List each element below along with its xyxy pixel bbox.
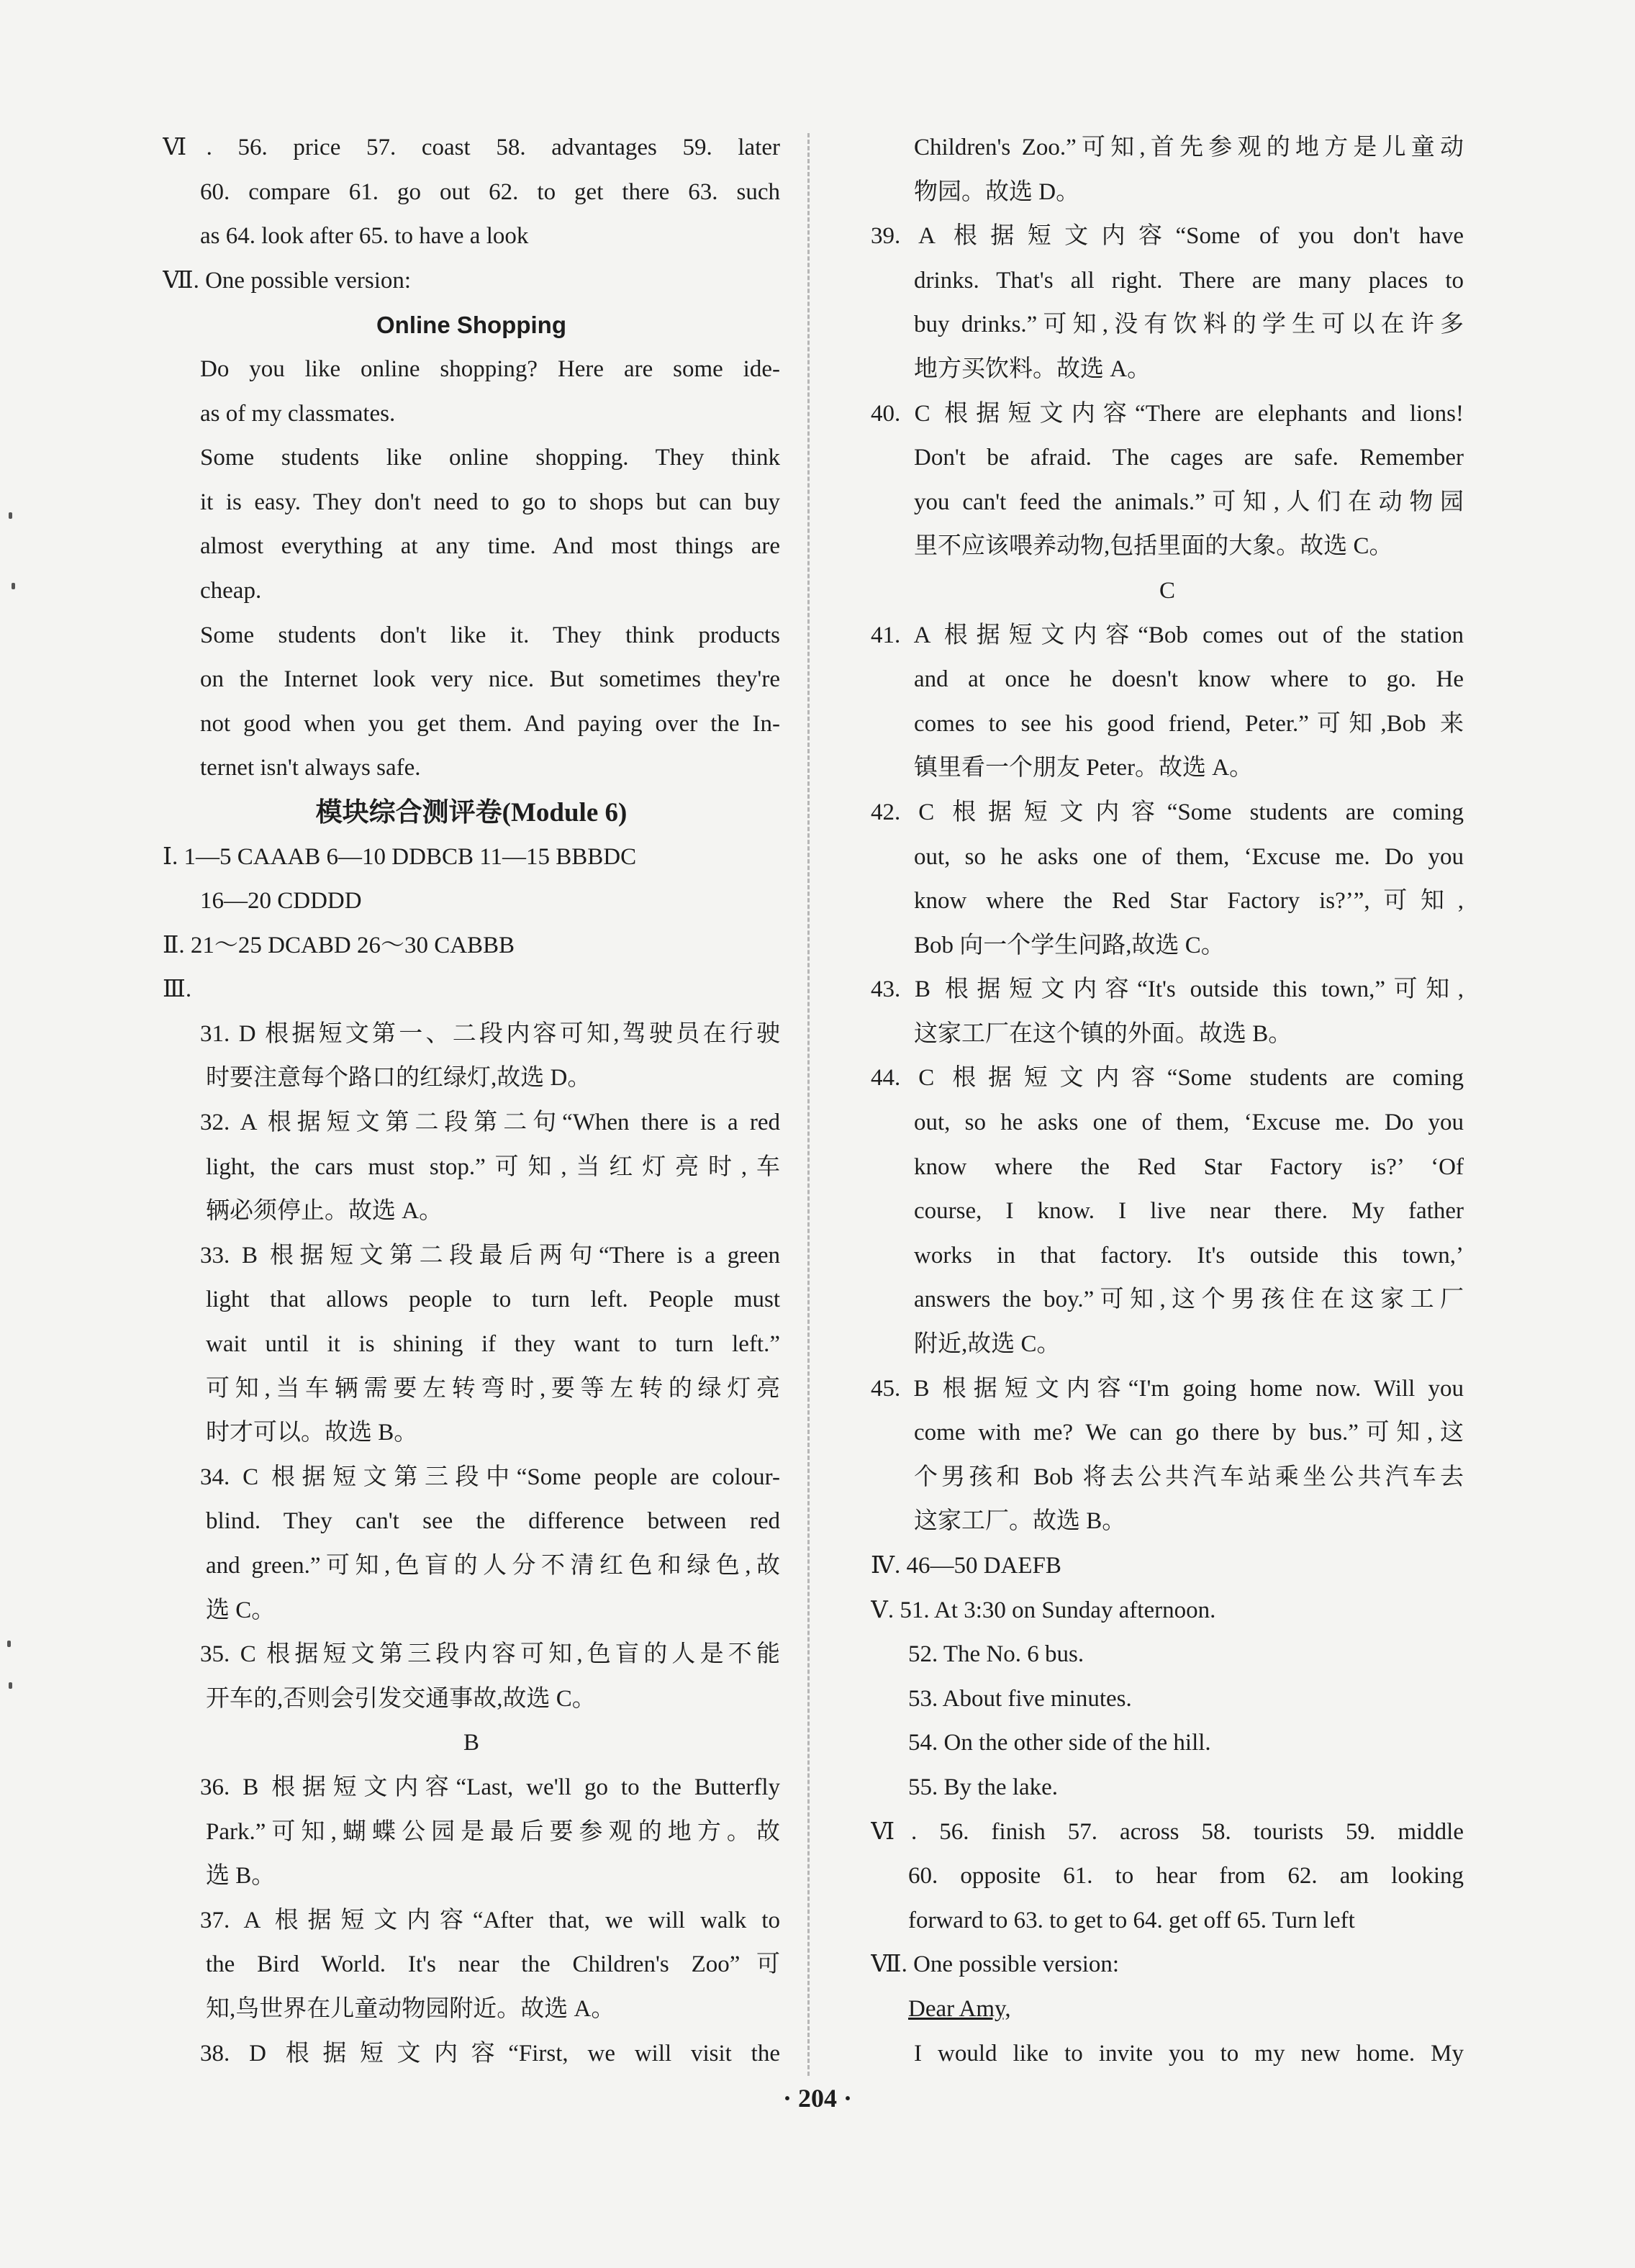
left-line: 可知,当车辆需要左转弯时,要等左转的绿灯亮 xyxy=(206,1375,780,1402)
right-line: 55. By the lake. xyxy=(908,1774,1059,1800)
left-line: B xyxy=(463,1730,479,1756)
left-line: light that allows people to turn left. People must xyxy=(206,1287,780,1313)
scan-speck xyxy=(9,1682,12,1689)
left-column xyxy=(163,126,780,2076)
right-line: 这家工厂在这个镇的外面。故选 B。 xyxy=(914,1020,1292,1047)
right-column xyxy=(871,126,1464,2076)
left-line: 37. A 根据短文内容“After that, we will walk to xyxy=(200,1907,780,1933)
left-line: Ⅰ. 1—5 CAAAB 6—10 DDBCB 11—15 BBBDC xyxy=(163,843,637,870)
right-line: 52. The No. 6 bus. xyxy=(908,1641,1084,1668)
left-line: Some students don't like it. They think products xyxy=(200,622,780,648)
left-line: Some students like online shopping. They think xyxy=(200,445,780,471)
right-line: C xyxy=(1159,577,1175,604)
left-line: 31. D 根据短文第一、二段内容可知,驾驶员在行驶 xyxy=(200,1020,780,1047)
left-line: it is easy. They don't need to go to shops but can buy xyxy=(200,489,780,515)
scan-speck xyxy=(9,512,12,519)
right-line: out, so he asks one of them, ‘Excuse me. Do you xyxy=(914,1110,1464,1136)
left-line: 时要注意每个路口的红绿灯,故选 D。 xyxy=(206,1065,592,1092)
right-line: 40. C 根据短文内容“There are elephants and lions! xyxy=(871,400,1464,427)
left-line: 选 C。 xyxy=(206,1597,276,1623)
right-line: 39. A 根据短文内容“Some of you don't have xyxy=(871,223,1464,250)
page-number: · 204 · xyxy=(782,2084,852,2113)
right-line: 45. B 根据短文内容“I'm going home now. Will you xyxy=(871,1375,1464,1402)
right-line: 54. On the other side of the hill. xyxy=(908,1730,1211,1756)
right-line: 60. opposite 61. to hear from 62. am looking xyxy=(908,1863,1464,1890)
right-line: 这家工厂。故选 B。 xyxy=(914,1508,1126,1535)
left-line: on the Internet look very nice. But sometimes they're xyxy=(200,666,780,693)
right-line: comes to see his good friend, Peter.”可知,Bob 来 xyxy=(914,710,1464,737)
right-line: come with me? We can go there by bus.”可知,这 xyxy=(914,1420,1464,1446)
right-line: 个男孩和 Bob 将去公共汽车站乘坐公共汽车去 xyxy=(914,1464,1464,1490)
right-line: Children's Zoo.”可知,首先参观的地方是儿童动 xyxy=(914,135,1464,160)
right-line: Ⅶ. One possible version: xyxy=(871,1951,1120,1978)
right-line: buy drinks.”可知,没有饮料的学生可以在许多 xyxy=(914,312,1464,338)
right-line: know where the Red Star Factory is?’”,可知, xyxy=(914,888,1464,915)
right-line: out, so he asks one of them, ‘Excuse me. Do you xyxy=(914,843,1464,870)
right-line: answers the boy.”可知,这个男孩住在这家工厂 xyxy=(914,1287,1464,1313)
left-line: almost everything at any time. And most things are xyxy=(200,533,780,560)
right-line: Bob 向一个学生问路,故选 C。 xyxy=(914,932,1225,958)
left-line: Park.”可知,蝴蝶公园是最后要参观的地方。故 xyxy=(206,1818,780,1845)
left-line: light, the cars must stop.”可知,当红灯亮时,车 xyxy=(206,1153,780,1180)
right-line: Dear Amy, xyxy=(908,1995,1011,2022)
left-line: the Bird World. It's near the Children's Zoo”可 xyxy=(206,1951,780,1978)
left-line: and green.”可知,色盲的人分不清红色和绿色,故 xyxy=(206,1553,780,1579)
right-line: 里不应该喂养动物,包括里面的大象。故选 C。 xyxy=(914,533,1393,560)
left-line: ternet isn't always safe. xyxy=(200,755,421,781)
left-line: 选 B。 xyxy=(206,1863,276,1890)
right-line: Don't be afraid. The cages are safe. Remember xyxy=(914,445,1464,471)
left-line: Ⅶ. One possible version: xyxy=(163,267,412,294)
left-line: Do you like online shopping? Here are some ide- xyxy=(200,355,780,382)
left-line: Online Shopping xyxy=(376,312,566,339)
right-line: works in that factory. It's outside this town,’ xyxy=(914,1242,1464,1269)
left-line: 32. A 根据短文第二段第二句“When there is a red xyxy=(200,1110,780,1136)
right-line: 地方买饮料。故选 A。 xyxy=(914,355,1151,382)
left-line: 开车的,否则会引发交通事故,故选 C。 xyxy=(206,1685,596,1712)
left-line: 60. compare 61. go out 62. to get there 63. such xyxy=(200,178,780,205)
right-line: 44. C 根据短文内容“Some students are coming xyxy=(871,1065,1464,1092)
right-line: Ⅴ. 51. At 3:30 on Sunday afternoon. xyxy=(871,1597,1216,1623)
right-line: 附近,故选 C。 xyxy=(914,1331,1061,1358)
left-line: 知,鸟世界在儿童动物园附近。故选 A。 xyxy=(206,1995,615,2022)
left-line: blind. They can't see the difference between red xyxy=(206,1508,780,1535)
left-line: not good when you get them. And paying over the In- xyxy=(200,710,780,737)
left-line: 38. D 根据短文内容“First, we will visit the xyxy=(200,2040,780,2067)
right-line: course, I know. I live near there. My father xyxy=(914,1198,1464,1225)
right-line: 43. B 根据短文内容“It's outside this town,”可知, xyxy=(871,976,1464,1003)
left-line: 16—20 CDDDD xyxy=(200,888,362,915)
left-line: 35. C 根据短文第三段内容可知,色盲的人是不能 xyxy=(200,1641,780,1668)
left-line: 时才可以。故选 B。 xyxy=(206,1420,418,1446)
right-line: Ⅳ. 46—50 DAEFB xyxy=(871,1553,1061,1579)
right-line: and at once he doesn't know where to go. He xyxy=(914,666,1464,693)
right-line: 镇里看一个朋友 Peter。故选 A。 xyxy=(914,755,1254,781)
column-divider xyxy=(807,133,810,2076)
left-line: 34. C 根据短文第三段中“Some people are colour- xyxy=(200,1464,780,1490)
right-line: 41. A 根据短文内容“Bob comes out of the station xyxy=(871,622,1464,648)
left-line: 模块综合测评卷(Module 6) xyxy=(315,797,628,827)
left-line: Ⅵ. 56. price 57. coast 58. advantages 59. later xyxy=(163,135,780,160)
right-line: Ⅵ. 56. finish 57. across 58. tourists 59. middle xyxy=(871,1818,1464,1845)
left-line: as of my classmates. xyxy=(200,400,396,427)
right-line: know where the Red Star Factory is?’ ‘Of xyxy=(914,1153,1464,1180)
right-line: you can't feed the animals.”可知,人们在动物园 xyxy=(914,489,1464,515)
left-line: wait until it is shining if they want to turn left.” xyxy=(206,1331,780,1358)
left-line: as 64. look after 65. to have a look xyxy=(200,223,529,250)
scan-speck xyxy=(12,583,15,589)
left-line: 33. B 根据短文第二段最后两句“There is a green xyxy=(200,1242,780,1269)
left-line: cheap. xyxy=(200,577,262,604)
right-line: 物园。故选 D。 xyxy=(914,178,1080,205)
left-line: 辆必须停止。故选 A。 xyxy=(206,1198,443,1225)
right-line: 42. C 根据短文内容“Some students are coming xyxy=(871,799,1464,825)
scan-speck xyxy=(7,1641,11,1647)
left-line: Ⅲ. xyxy=(163,976,192,1003)
left-line: 36. B 根据短文内容“Last, we'll go to the Butterfly xyxy=(200,1774,780,1800)
right-line: forward to 63. to get to 64. get off 65. Turn left xyxy=(908,1907,1355,1933)
left-line: Ⅱ. 21～25 DCABD 26～30 CABBB xyxy=(163,932,515,958)
right-line: 53. About five minutes. xyxy=(908,1685,1132,1712)
right-line: I would like to invite you to my new home. My xyxy=(914,2040,1464,2067)
right-line: drinks. That's all right. There are many places to xyxy=(914,267,1464,294)
